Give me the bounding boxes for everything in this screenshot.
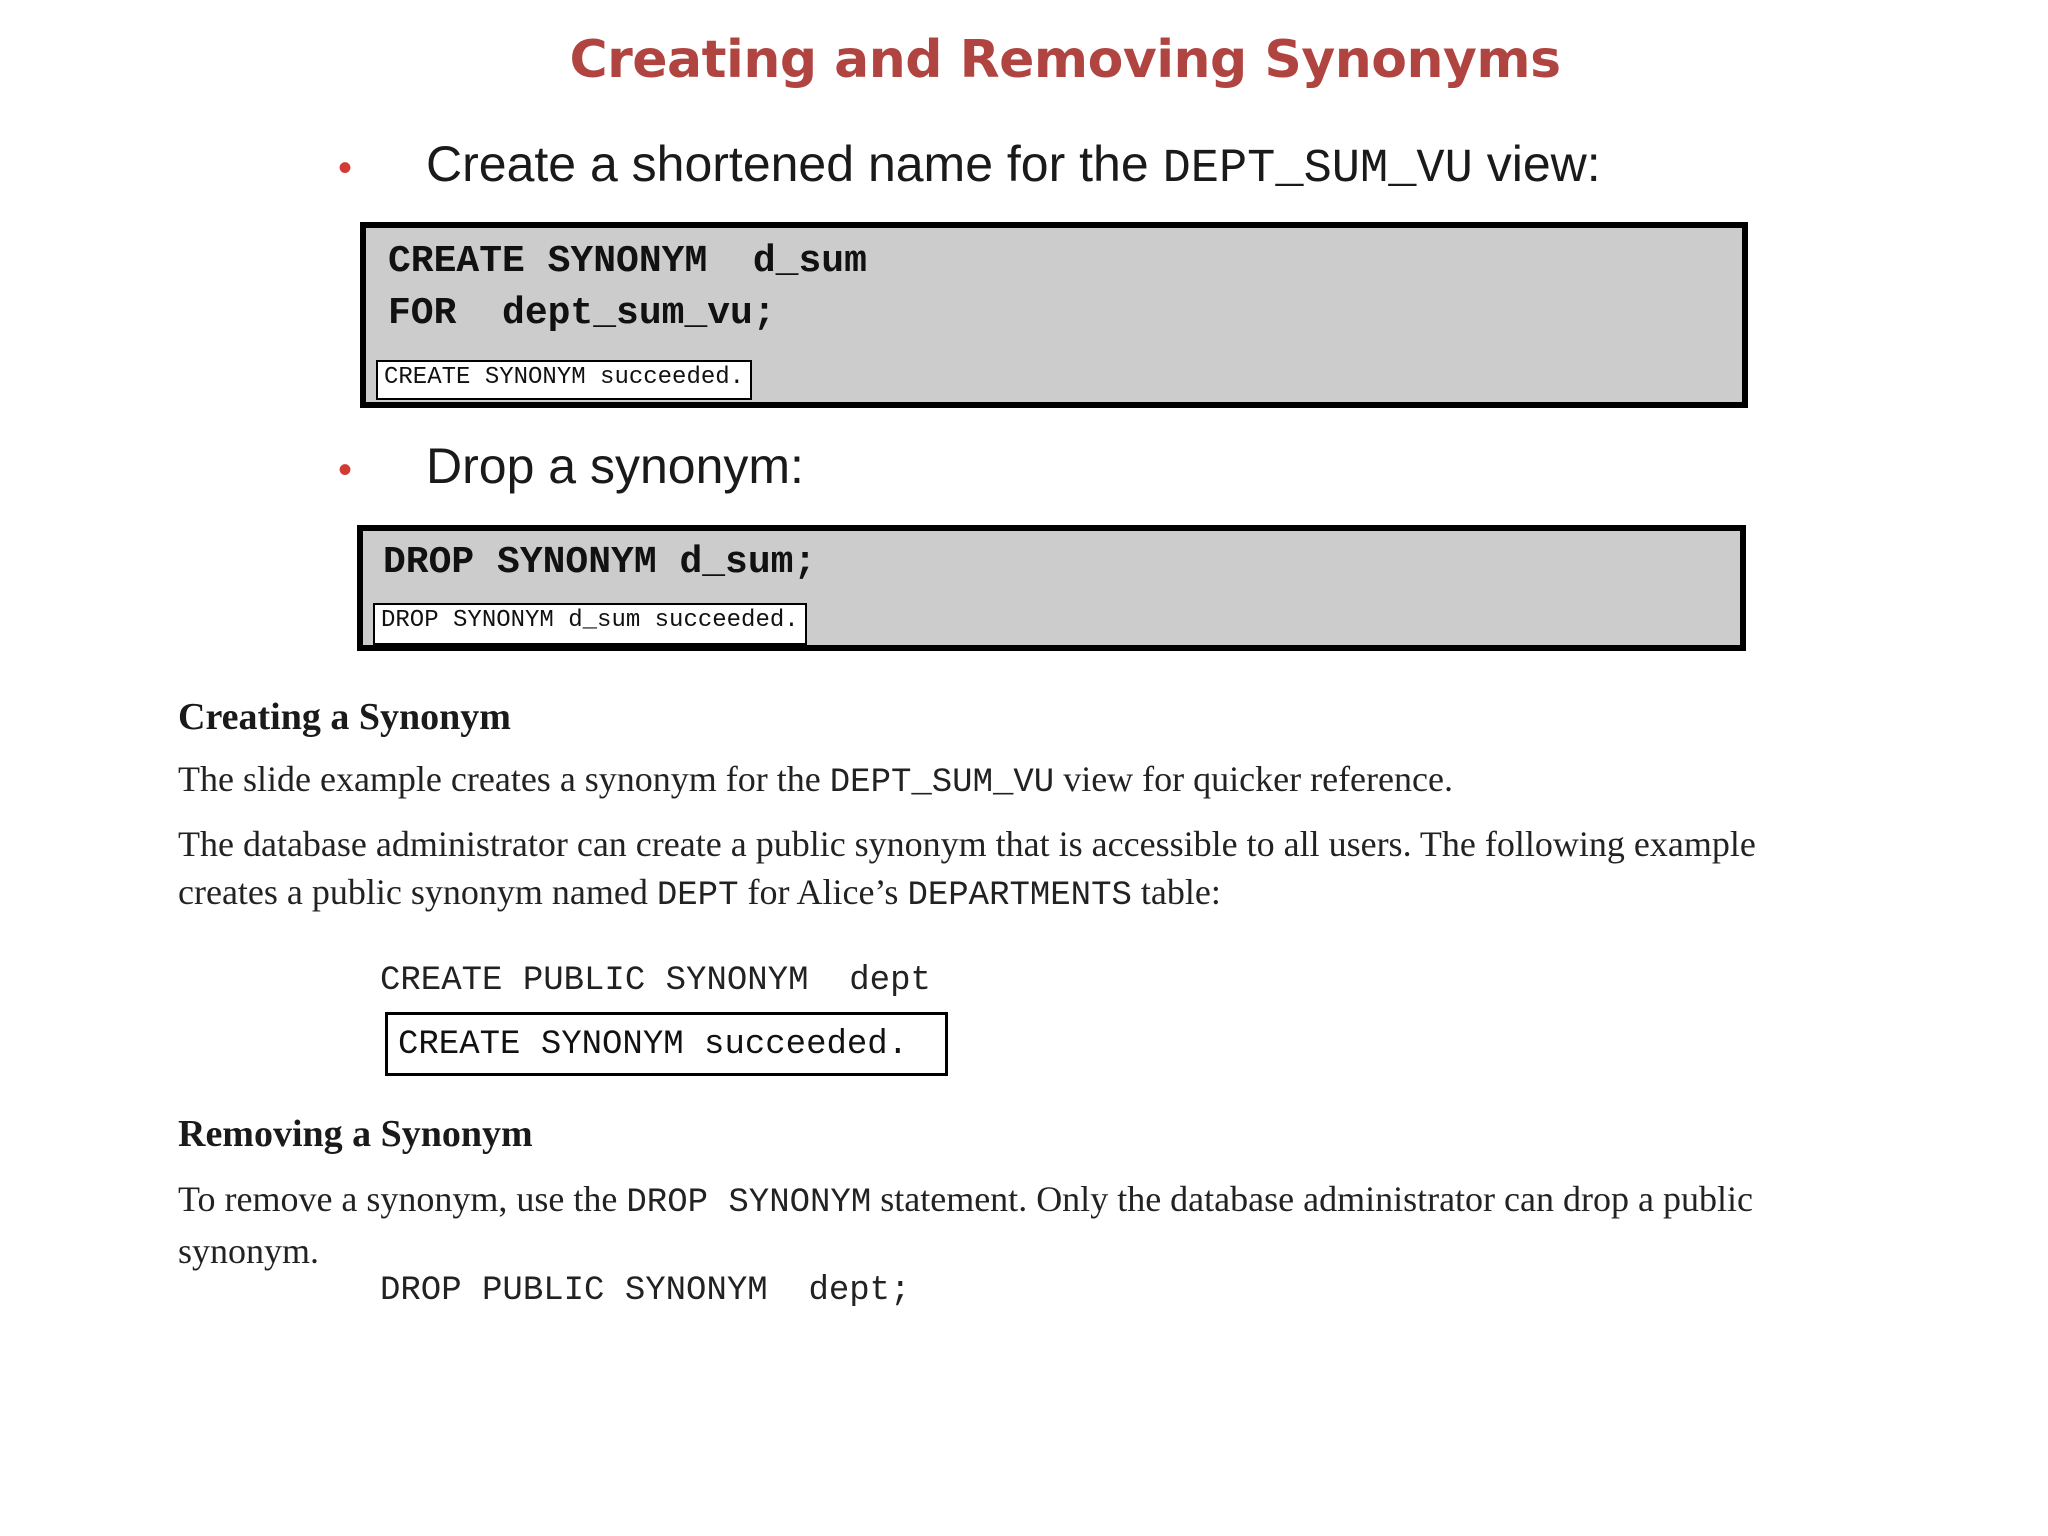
code-line: FOR dept_sum_vu; (388, 292, 776, 335)
section-heading-create: Creating a Synonym (178, 696, 511, 738)
code-line: CREATE SYNONYM d_sum (388, 240, 867, 283)
text: view for quicker reference. (1054, 759, 1453, 799)
paragraph (178, 820, 1858, 920)
code-box-create (360, 222, 1748, 408)
bullet-drop (338, 437, 804, 495)
code-example: CREATE PUBLIC SYNONYM dept (380, 962, 931, 1000)
inline-code: DROP SYNONYM (626, 1184, 872, 1222)
result-message: DROP SYNONYM d_sum succeeded. (373, 603, 807, 645)
text: for Alice’s (738, 872, 908, 912)
text: statement. Only the database administrator can drop a public synonym. (178, 1179, 1753, 1271)
paragraph (178, 755, 1858, 807)
bullet-text-before: Create a shortened name for the (426, 136, 1163, 192)
inline-code: DEPT (656, 877, 739, 915)
result-message: CREATE SYNONYM succeeded. (376, 360, 752, 400)
section-heading-remove: Removing a Synonym (178, 1113, 533, 1155)
inline-code: DEPT_SUM_VU (829, 764, 1055, 802)
code-box-drop (357, 525, 1746, 651)
paragraph (178, 1175, 1858, 1275)
bullet-text-after: view: (1472, 136, 1601, 192)
bullet-text: Drop a synonym: (426, 438, 804, 494)
bullet-code: DEPT_SUM_VU (1162, 143, 1473, 196)
code-example: DROP PUBLIC SYNONYM dept; (380, 1272, 911, 1310)
bullet-text (426, 135, 1601, 196)
text: The slide example creates a synonym for the (178, 759, 830, 799)
bullet-create (338, 135, 1601, 196)
bullet-dot: • (338, 146, 353, 190)
inline-code: DEPARTMENTS (907, 877, 1132, 915)
text: The database administrator can create a public synonym that is accessible to all users. The following example creates a public synonym named (178, 824, 1756, 912)
text: To remove a synonym, use the (178, 1179, 627, 1219)
bullet-dot: • (338, 448, 353, 492)
text: table: (1131, 872, 1221, 912)
code-line: DROP SYNONYM d_sum; (383, 541, 817, 584)
slide-title: Creating and Removing Synonyms (569, 30, 1561, 90)
result-message: CREATE SYNONYM succeeded. (385, 1012, 948, 1076)
